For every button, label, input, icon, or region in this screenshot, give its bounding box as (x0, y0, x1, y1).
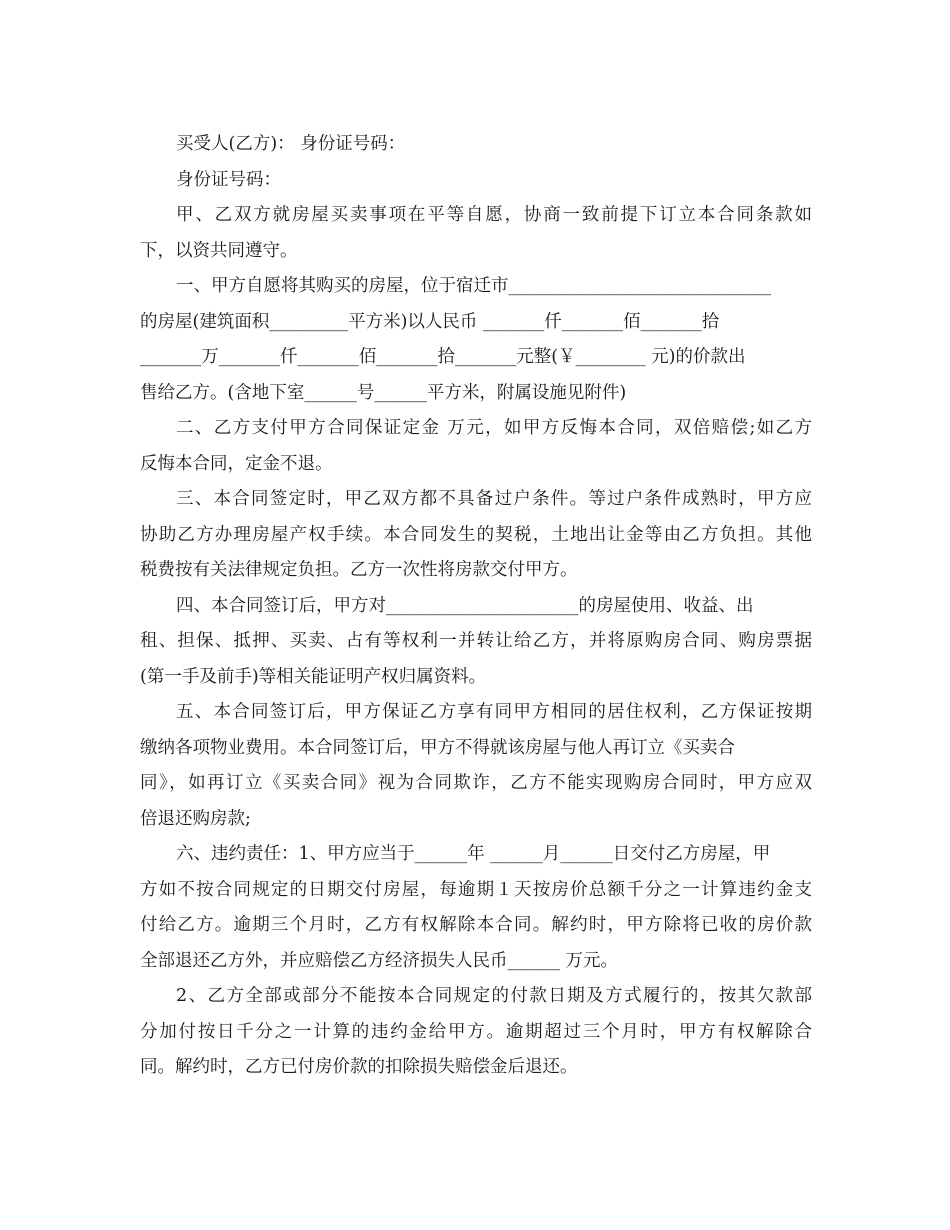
contract-text-line: 付给乙方。逾期三个月时，乙方有权解除本合同。解约时，甲方除将已收的房价款 (140, 915, 812, 935)
contract-text-line: 全部退还乙方外，并应赔偿乙方经济损失人民币______ 万元。 (140, 950, 619, 971)
contract-text-line: (第一手及前手)等相关能证明产权归属资料。 (140, 666, 487, 687)
contract-text-line: 二、乙方支付甲方合同保证定金 万元，如甲方反悔本合同，双倍赔偿;如乙方 (176, 418, 812, 438)
contract-text-line: 缴纳各项物业费用。本合同签订后，甲方不得就该房屋与他人再订立《买卖合 (140, 737, 735, 758)
contract-text-line: 五、本合同签订后，甲方保证乙方享有同甲方相同的居住权利，乙方保证按期 (176, 702, 812, 722)
contract-text-line: 六、违约责任：1、甲方应当于______年 ______月______日交付乙方房屋，甲 (176, 844, 771, 864)
contract-text-line: 协助乙方办理房屋产权手续。本合同发生的契税，土地出让金等由乙方负担。其他 (140, 524, 812, 545)
contract-text-line: 税费按有关法律规定负担。乙方一次性将房款交付甲方。 (140, 560, 578, 580)
contract-text-line: 分加付按日千分之一计算的违约金给甲方。逾期超过三个月时，甲方有权解除合 (140, 1021, 812, 1042)
contract-text-line: 租、担保、抵押、买卖、占有等权利一并转让给乙方，并将原购房合同、购房票据 (140, 631, 812, 651)
contract-text-line: 四、本合同签订后，甲方对______________________的房屋使用、收益、出 (176, 595, 754, 616)
contract-text-line: 售给乙方。(含地下室______号______平方米，附属设施见附件) (140, 382, 627, 403)
contract-text-line: 反悔本合同，定金不退。 (140, 453, 333, 474)
contract-text-line: 一、甲方自愿将其购买的房屋，位于宿迁市______________________________ (176, 276, 771, 296)
contract-text-line: 2、乙方全部或部分不能按本合同规定的付款日期及方式履行的，按其欠款部 (176, 986, 812, 1006)
contract-text-line: 倍退还购房款; (140, 808, 251, 829)
contract-text-line: 买受人(乙方)： 身份证号码： (176, 134, 406, 154)
contract-text-line: 甲、乙双方就房屋买卖事项在平等自愿，协商一致前提下订立本合同条款如 (176, 205, 812, 225)
contract-text-line: 同》，如再订立《买卖合同》视为合同欺诈，乙方不能实现购房合同时，甲方应双 (140, 773, 812, 793)
contract-text-line: 三、本合同签定时，甲乙双方都不具备过户条件。等过户条件成熟时，甲方应 (176, 489, 812, 509)
contract-text-body (140, 127, 812, 1086)
contract-text-line: _______万_______仟_______佰_______拾_______元整(￥________ 元)的价款出 (140, 347, 746, 367)
contract-text-line: 身份证号码： (176, 169, 281, 190)
contract-text-line: 的房屋(建筑面积_________平方米)以人民币 _______仟_______佰_______拾 (140, 311, 720, 332)
contract-text-line: 方如不按合同规定的日期交付房屋，每逾期１天按房价总额千分之一计算违约金支 (140, 879, 812, 900)
contract-text-line: 同。解约时，乙方已付房价款的扣除损失赔偿金后退还。 (140, 1057, 578, 1077)
contract-text-line: 下，以资共同遵守。 (140, 240, 298, 261)
